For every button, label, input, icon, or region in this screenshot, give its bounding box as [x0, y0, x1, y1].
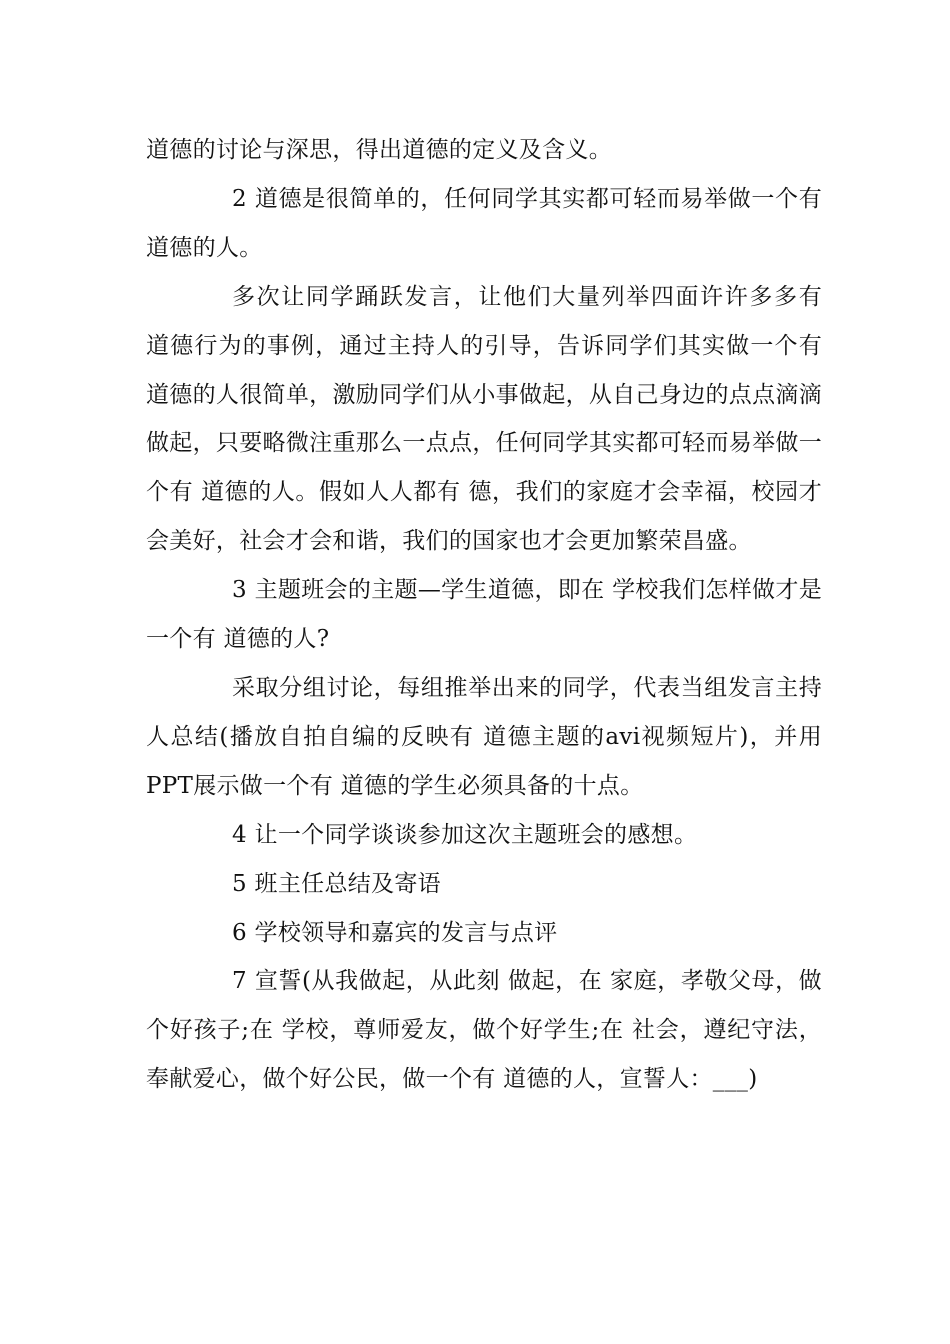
paragraph-5: 采取分组讨论，每组推举出来的同学，代表当组发言主持人总结(播放自拍自编的反映有 道德主题的avi视频短片)，并用PPT展示做一个有 道德的学生必须具备的十点。: [146, 674, 822, 799]
paragraph-6: 4 让一个同学谈谈参加这次主题班会的感想。: [232, 821, 698, 848]
paragraph-2: 2 道德是很简单的，任何同学其实都可轻而易举做一个有 道德的人。: [146, 185, 822, 261]
paragraph-1: 道德的讨论与深思，得出道德的定义及含义。: [146, 137, 612, 163]
paragraph-4: 3 主题班会的主题—学生道德，即在 学校我们怎样做才是一个有 道德的人?: [146, 577, 822, 653]
paragraph-7: 5 班主任总结及寄语: [232, 870, 441, 897]
paragraph-9: 7 宣誓(从我做起，从此刻 做起，在 家庭，孝敬父母，做个好孩子;在 学校，尊师爱友，做个好学生;在 社会，遵纪守法，奉献爱心，做个好公民，做一个有 道德的人，宣誓人：___): [146, 968, 822, 1093]
paragraph-8: 6 学校领导和嘉宾的发言与点评: [232, 919, 558, 946]
document-body: [146, 126, 822, 1104]
paragraph-3: 多次让同学踊跃发言，让他们大量列举四面许许多多有 道德行为的事例，通过主持人的引导，告诉同学们其实做一个有 道德的人很简单，激励同学们从小事做起，从自己身边的点点滴滴做起，只要略微注重那么一点点，任何同学其实都可轻而易举做一个有 道德的人。假如人人都有 德，我们的家庭才会幸福，校园才会美好，社会才会和谐，我们的国家也才会更加繁荣昌盛。: [146, 283, 822, 555]
